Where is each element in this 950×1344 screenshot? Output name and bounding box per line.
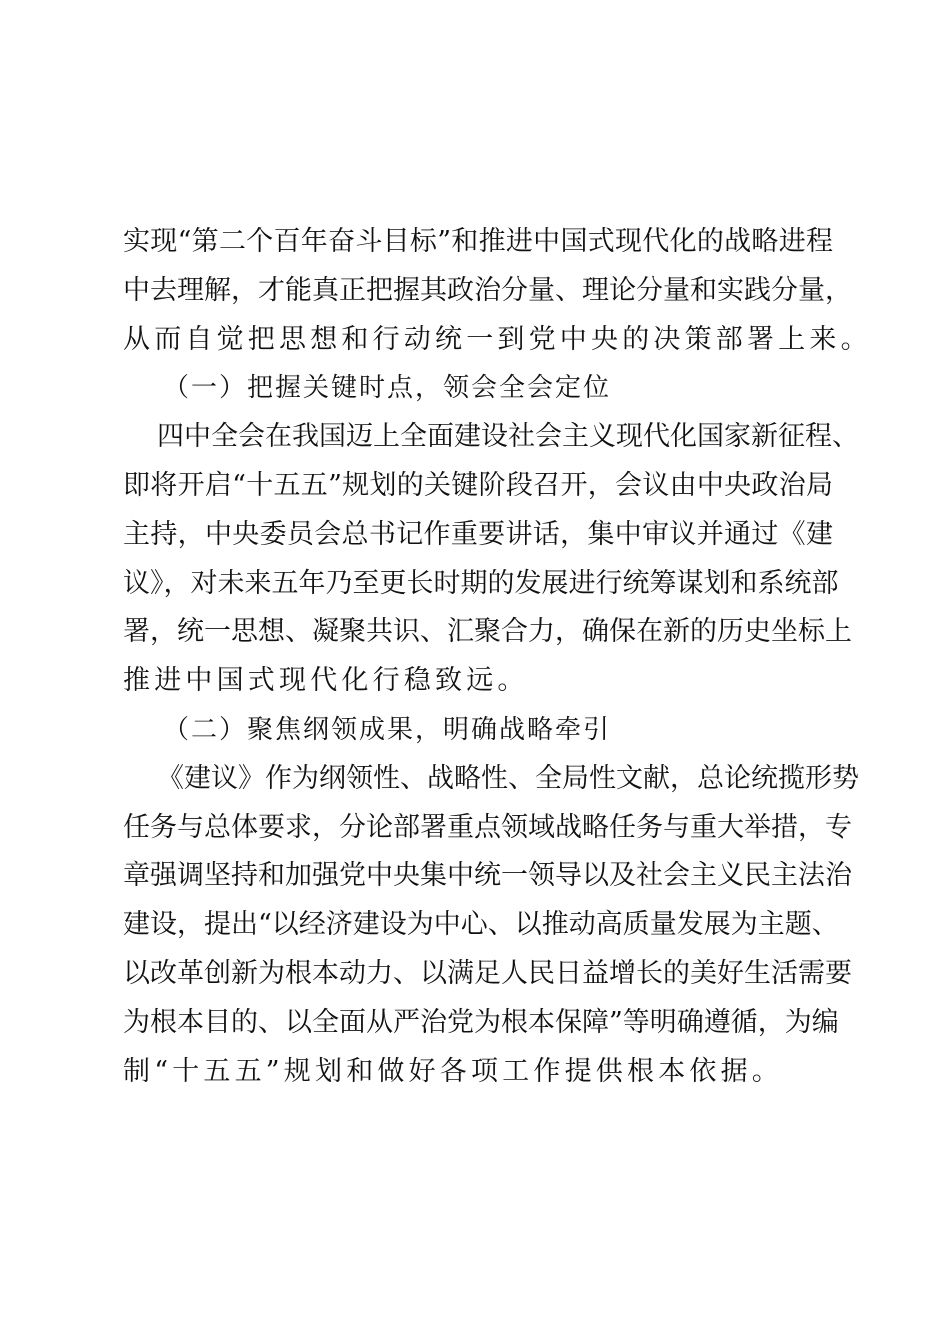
text-line: 建设，提出“以经济建设为中心、以推动高质量发展为主题、 <box>123 909 839 941</box>
text-line: 中去理解，才能真正把握其政治分量、理论分量和实践分量， <box>123 274 852 306</box>
section-heading-2: （二）聚焦纲领成果，明确战略牵引 <box>163 714 612 745</box>
text-line: 署，统一思想、凝聚共识、汇聚合力，确保在新的历史坐标上 <box>123 616 852 648</box>
text-line: 实现“第二个百年奋斗目标”和推进中国式现代化的战略进程 <box>123 226 833 257</box>
text-line: 制“十五五”规划和做好各项工作提供根本依据。 <box>123 1055 784 1087</box>
paragraph-continued <box>123 218 872 364</box>
text-line: 为根本目的、以全面从严治党为根本保障”等明确遵循，为编 <box>123 1006 839 1038</box>
text-line: 议》，对未来五年乃至更长时期的发展进行统筹谋划和系统部 <box>123 567 839 599</box>
text-line: 主持，中央委员会总书记作重要讲话，集中审议并通过《建 <box>123 518 833 550</box>
section-heading-1: （一）把握关键时点，领会全会定位 <box>163 373 612 404</box>
document-page <box>123 218 872 1096</box>
text-line: 推进中国式现代化行稳致远。 <box>123 665 529 697</box>
text-line: 四中全会在我国迈上全面建设社会主义现代化国家新征程、 <box>157 421 859 453</box>
text-line: 《建议》作为纲领性、战略性、全局性文献，总论统揽形势 <box>157 762 859 794</box>
text-line: 从而自觉把思想和行动统一到党中央的决策部署上来。 <box>123 323 872 355</box>
paragraph <box>123 755 859 1097</box>
text-line: 以改革创新为根本动力、以满足人民日益增长的美好生活需要 <box>123 957 852 989</box>
text-line: 任务与总体要求，分论部署重点领域战略任务与重大举措，专 <box>123 811 852 843</box>
text-line: 章强调坚持和加强党中央集中统一领导以及社会主义民主法治 <box>123 860 852 892</box>
paragraph <box>123 413 859 706</box>
text-line: 即将开启“十五五”规划的关键阶段召开，会议由中央政治局 <box>123 469 833 501</box>
